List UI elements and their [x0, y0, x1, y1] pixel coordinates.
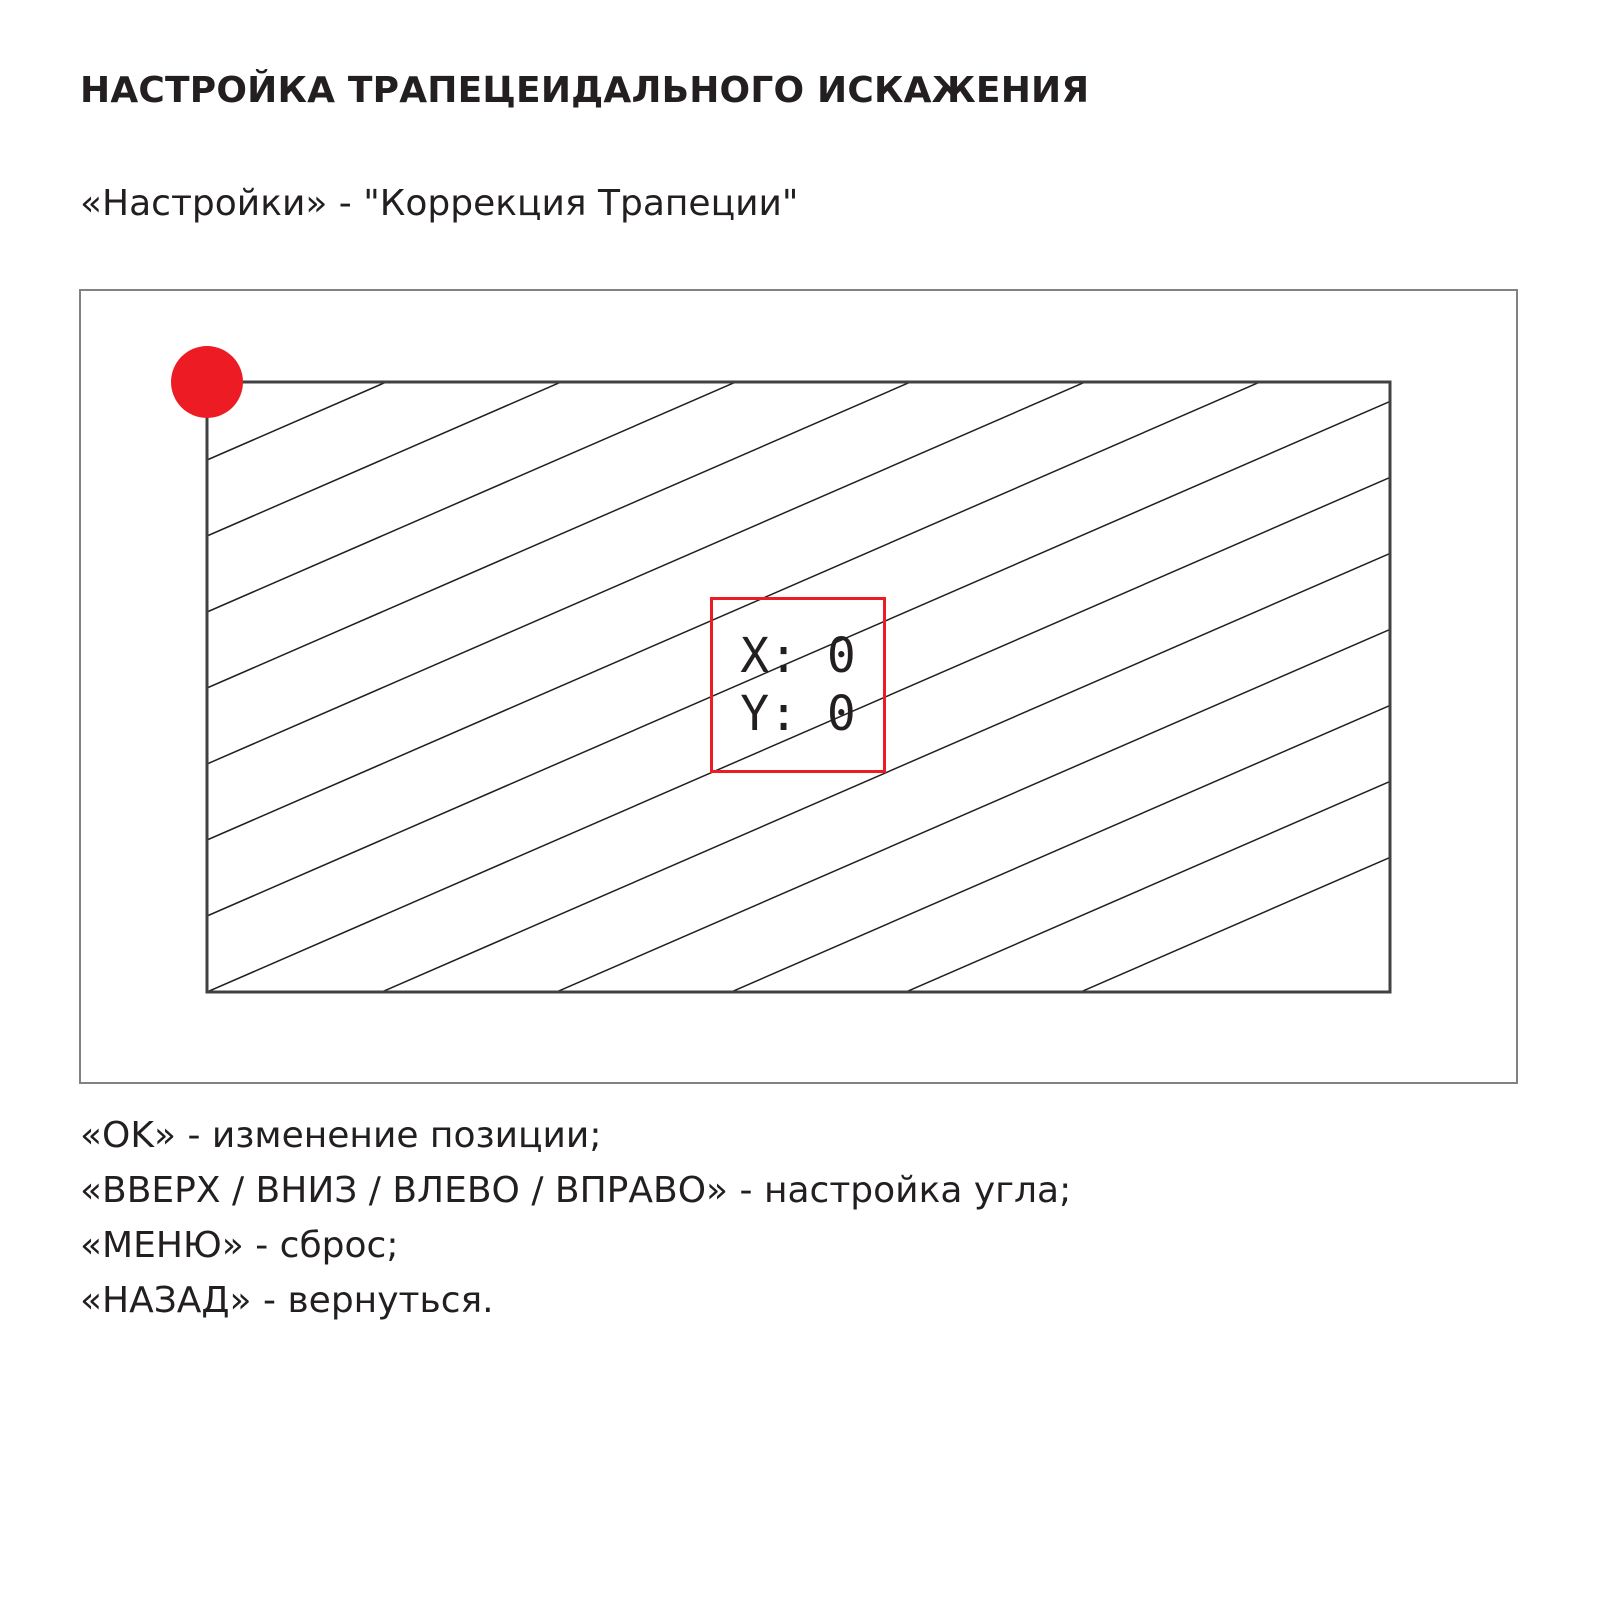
position-readout — [710, 597, 886, 773]
hatch-line — [150, 0, 1450, 29]
hatch-line — [150, 299, 1450, 865]
hatch-line — [150, 71, 1450, 637]
page-title: НАСТРОЙКА ТРАПЕЦЕИДАЛЬНОГО ИСКАЖЕНИЯ — [80, 70, 1090, 111]
hatch-line — [150, 0, 1450, 333]
menu-path: «Настройки» - "Коррекция Трапеции" — [80, 183, 799, 224]
position-x-value: X: 0 — [740, 628, 856, 684]
position-y-value: Y: 0 — [740, 686, 856, 742]
instruction-menu: «МЕНЮ» - сброс; — [80, 1225, 399, 1266]
hatch-line — [150, 0, 1450, 485]
hatch-line — [150, 0, 1450, 409]
instruction-ok: «OK» - изменение позиции; — [80, 1115, 602, 1156]
hatch-line — [150, 0, 1450, 181]
hatch-line — [150, 0, 1450, 257]
hatch-line — [150, 0, 1450, 561]
instructions-list — [80, 1108, 1071, 1328]
instruction-back: «НАЗАД» - вернуться. — [80, 1280, 494, 1321]
instruction-arrows: «ВВЕРХ / ВНИЗ / ВЛЕВО / ВПРАВО» - настройка угла; — [80, 1170, 1072, 1211]
corner-marker[interactable] — [171, 346, 243, 418]
hatch-line — [150, 0, 1450, 105]
